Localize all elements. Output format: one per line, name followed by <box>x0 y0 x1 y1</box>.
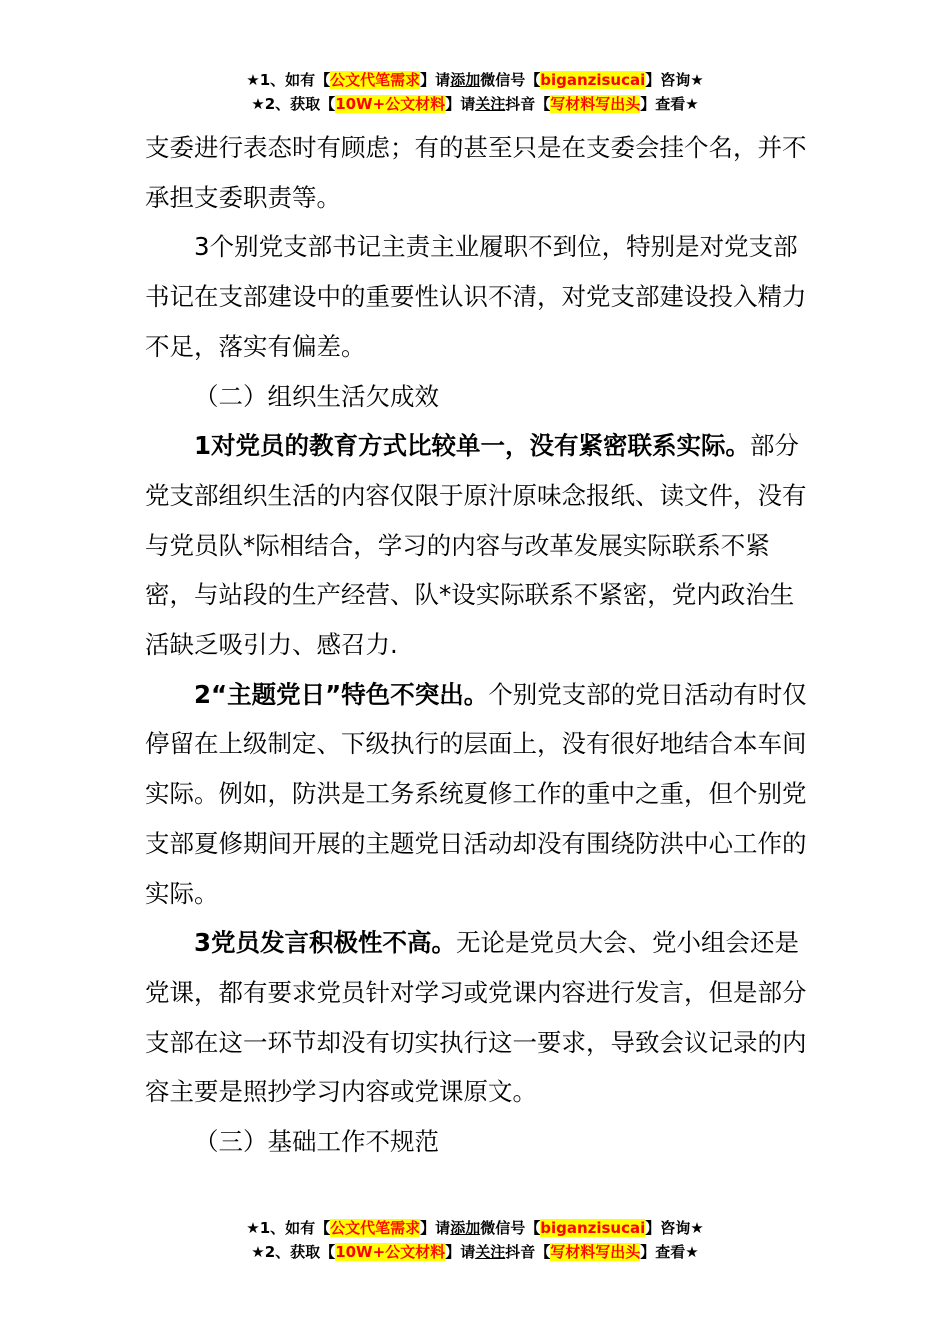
star-icon: ★ <box>251 95 265 113</box>
paragraph: 2“主题党日”特色不突出。个别党支部的党日活动有时仅停留在上级制定、下级执行的层面上，没有很好地结合本车间实际。例如，防洪是工务系统夏修工作的重中之重，但个别党支部夏修期间开展的主题党日活动却没有围绕防洪中心工作的实际。 <box>145 679 807 908</box>
banner-line-1: ★1、如有【公文代笔需求】请添加微信号【biganzisucai】咨询★ <box>246 71 704 89</box>
document-body <box>145 123 810 1167</box>
banner-line-2: ★2、获取【10W+公文材料】请关注抖音【写材料写出头】查看★ <box>251 1243 699 1261</box>
highlight-service: 公文代笔需求 <box>330 1219 421 1237</box>
highlight-wechat-id: biganzisucai <box>540 1219 646 1237</box>
banner-line-1: ★1、如有【公文代笔需求】请添加微信号【biganzisucai】咨询★ <box>246 1219 704 1237</box>
section-heading: （二）组织生活欠成效 <box>194 381 439 411</box>
star-icon: ★ <box>251 1243 265 1261</box>
highlight-service: 公文代笔需求 <box>330 71 421 89</box>
header-banner <box>0 68 950 116</box>
star-icon: ★ <box>246 71 260 89</box>
banner-line-2: ★2、获取【10W+公文材料】请关注抖音【写材料写出头】查看★ <box>251 95 699 113</box>
footer-banner <box>0 1216 950 1264</box>
highlight-materials: 10W+公文材料 <box>335 1243 446 1261</box>
paragraph-lead: 1对党员的教育方式比较单一，没有紧密联系实际。 <box>194 431 751 461</box>
star-icon: ★ <box>246 1219 260 1237</box>
highlight-douyin: 写材料写出头 <box>550 1243 641 1261</box>
paragraph: 支委进行表态时有顾虑；有的甚至只是在支委会挂个名，并不承担支委职责等。 <box>145 133 807 212</box>
highlight-materials: 10W+公文材料 <box>335 95 446 113</box>
paragraph-lead: 3党员发言积极性不高。 <box>194 928 457 958</box>
paragraph: 1对党员的教育方式比较单一，没有紧密联系实际。部分党支部组织生活的内容仅限于原汁原味念报纸、读文件，没有与党员队*际相结合，学习的内容与改革发展实际联系不紧密，与站段的生产经营、队*设实际联系不紧密，党内政治生活缺乏吸引力、感召力. <box>145 431 807 660</box>
highlight-wechat-id: biganzisucai <box>540 71 646 89</box>
highlight-douyin: 写材料写出头 <box>550 95 641 113</box>
paragraph: 3个别党支部书记主责主业履职不到位，特别是对党支部书记在支部建设中的重要性认识不清，对党支部建设投入精力不足，落实有偏差。 <box>145 232 807 361</box>
paragraph: 3党员发言积极性不高。无论是党员大会、党小组会还是党课，都有要求党员针对学习或党课内容进行发言，但是部分支部在这一环节却没有切实执行这一要求，导致会议记录的内容主要是照抄学习内容或党课原文。 <box>145 928 807 1107</box>
section-heading: （三）基础工作不规范 <box>194 1127 439 1157</box>
paragraph-lead: 2“主题党日”特色不突出。 <box>194 679 489 709</box>
